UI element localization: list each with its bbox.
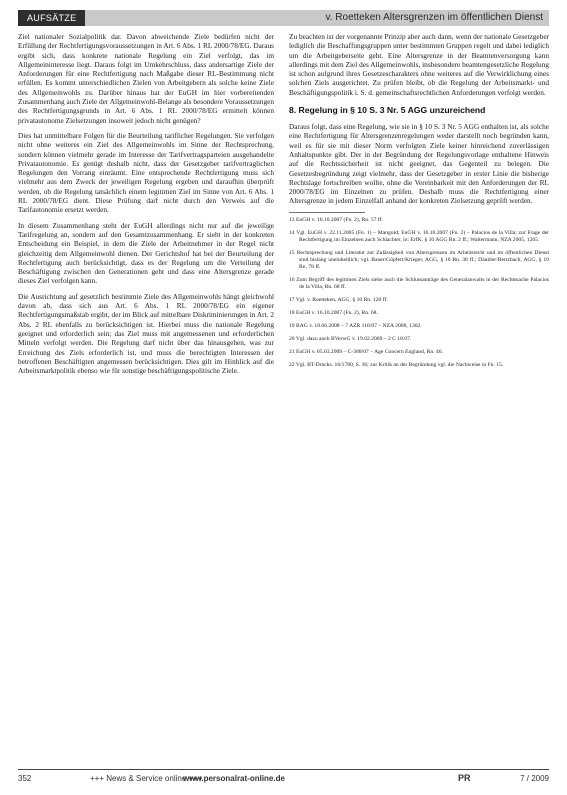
paragraph: Ziel nationaler Sozialpolitik dar. Davon abweichende Ziele bedürfen nicht der Erfüllung der Rechtfertigungsvoraussetzungen in Art. 6 Abs. 1 RL 2000/78/EG. Daraus ergibt sich, dass konkrete nationale Regelung ein Ziel verfolgt, das im Allgemeininteresse liegt. Daraus folgt im Umkehrschluss, dass andersartige Ziele der Anforderungen für eine Rechtfertigung nach Maßgabe dieser RL-Bestimmung nicht erfüllen. Es kommt unterschiedlichen Zielen von Arbeitgebern als solche keine Ziele des Allgemeinwohls zu. Darüber hinaus hat der EuGH im hier vorbereitenden Zusammenhang auch Ziele der Allgemeinwohl-Belange als besondere Voraussetzungen des Rechtfertigungsgrunds in Art. 6 Abs. 1 RL 2000/78/EG ermittelt können privatautonome Zielsetzungen insoweit jedoch nicht genügen?	[18, 32, 274, 125]
website-link[interactable]: www.personalrat-online.de	[183, 774, 285, 783]
issue-number: 7 / 2009	[520, 774, 549, 783]
footnote: 21 EuGH v. 05.03.2009 – C-388/07 – Age Concern England, Rn. 46.	[289, 348, 443, 355]
page-footer	[18, 769, 549, 786]
section-heading: 8. Regelung in § 10 S. 3 Nr. 5 AGG unzureichend	[289, 105, 486, 116]
footnote: 17 Vgl. v. Roetteken, AGG, § 10 Rn. 120 ff.	[289, 296, 388, 303]
footnotes	[289, 217, 549, 369]
footnote: 16 Zum Begriff des legitimen Ziels siehe auch die Schlussanträge des Generalanwalts in der Rechtssache Palacios de la Villa, Rn. 68 ff.	[289, 276, 549, 290]
footnote-divider	[289, 212, 365, 213]
publisher-logo: PR	[458, 773, 471, 783]
footnote: 22 Vgl. BT-Drucks. 16/1780, S. 36; zur Kritik an der Begründung vgl. die Nachweise in Fn. 15.	[289, 361, 504, 368]
paragraph: In diesem Zusammenhang steht der EuGH allerdings nicht nur auf die jeweilige Tarifregelung an, sondern auf den Gesamtzusammenhang. Er sieht in der konkreten Entscheidung ein Beispiel, in dem die Ziele der Arbeitnehmer in der Regel nicht gleichzeitig dem Allgemeinwohl dienen. Der Gerichtshof hat bei der Beurteilung der Rechtfertigung auch berücksichtigt, dass es der Regelung um die Verteilung der Beschäftigung zwischen den Generationen geht und dass eine Altersgrenze gerade dieses Ziel verfolgen kann.	[18, 220, 274, 286]
footnote: 14 Vgl. EuGH v. 22.11.2005 (Fn. 1) – Mangold; EuGH v. 16.10.2007 (Fn. 2) – Palacios de la Villa; zur Frage der Rechtfertigung im Einzelnen auch Schlachter, in: ErfK, § 10 AGG Rn. 2 ff.; Waltermann, NZA 2005, 1265.	[289, 229, 549, 243]
running-title: v. Roetteken Altersgrenzen im öffentlichen Dienst	[325, 12, 543, 23]
footer-slogan: +++ News & Service online +++	[90, 774, 203, 783]
paragraph: Daraus folgt, dass eine Regelung, wie sie in § 10 S. 3 Nr. 5 AGG enthalten ist, als solche eine Rechtfertigung für Altersgrenzenregelungen weder darstellt noch begründen kann, weil es für sie mit dieser Norm verfolgten Ziele keiner hinreichend zuverlässigen Anhaltspunkte gibt. Der in der Begründung der Regelungsvorlage enthaltene Hinweis auf die Rechtssicherheit ist nicht geeignet, das Gegenteil zu belegen. Die Gesetzesbegründung zeigt vielmehr, dass der Gesetzgeber in erster Linie die bisherige Rechtslage fortschreiben wollte, ohne die Vereinbarkeit mit den Anforderungen der RL 2000/78/EG im Einzelnen zu prüfen. Deshalb muss die Rechtfertigung einer Altersgrenze in jedem Einzelfall anhand der konkreten Zielsetzung geprüft werden.	[289, 122, 549, 206]
footnote: 20 Vgl. dazu auch BVerwG v. 19.02.2009 – 2 C 18.07.	[289, 335, 412, 342]
paragraph: Zu beachten ist der vorgenannte Prinzip aber auch dann, wenn der nationale Gesetzgeber lediglich die Beschaffungsgruppen unter bestimmten Gruppen regelt und dabei lediglich um die Arbeitgeberseite geht. Eine Altersgrenze in der Beamtenversorgung kann allerdings mit dem Ziel des Allgemeinwohls, insbesondere beamtengesetzliche Regelung ist schon aufgrund ihres Gesetzescharakters ohne weiteres auf die Verwirklichung eines solchen Ziels ausgerichtet. Zu prüfen bleibt, ob die Regelung der Arbeitsmarkt- und Beschäftigungspolitik i. S. d. gemeinschaftsrechtlichen Anforderungen verfolgt werden.	[289, 32, 549, 97]
section-tab: AUFSÄTZE	[18, 10, 85, 26]
footnote: 18 EuGH v. 16.10.2007 (Fn. 2), Rn. 68.	[289, 309, 378, 316]
page-header	[18, 10, 549, 26]
left-column	[18, 32, 274, 760]
paragraph: Die Ausrichtung auf gesetzlich bestimmte Ziele des Allgemeinwohls hängt gleichwohl davon ab, dass sich aus Art. 6 Abs. 1 RL 2000/78/EG ein eigener Rechtfertigungsmaßstab ergibt, der im Blick auf mittelbare Diskriminierungen in Art. 2 Abs. 2 RL ebenfalls zu berücksichtigen ist. Hierbei muss die nationale Regelung geeignet und erforderlich sein; das Ziel muss mit angemessenen und erforderlichen Mitteln verfolgt werden. Die Regelung darf nicht über das hinausgehen, was zur Erreichung des Ziels erforderlich ist, und muss die berechtigten Interessen der betroffenen Beschäftigten angemessen berücksichtigen. Dies gilt im Hinblick auf die Arbeitsmarktpolitik ebenso wie für sonstige beschäftigungspolitische Ziele.	[18, 291, 274, 376]
page-number: 352	[18, 774, 32, 783]
footnote: 13 EuGH v. 16.10.2007 (Fn. 2), Rn. 57 ff.	[289, 216, 383, 223]
paragraph: Dies hat unmittelbare Folgen für die Beurteilung tariflicher Regelungen. Sie verfolgen nicht ohne weiteres ein Ziel des Allgemeinwohls im Sinne der Rechtsprechung, sondern können vielmehr gerade im Interesse der Tarifvertragsparteien ausgehandelte Privatautonomie. Es genügt deshalb nicht, dass der Gesetzgeber tarifvertraglichen Regelungen den Vorrang einräumt. Eine entsprechende Rechtfertigung muss sich vielmehr aus dem Zweck der jeweiligen Regelung ergeben und daraufhin überprüft werden, ob die Regelung tatsächlich einem legitimen Ziel im Sinne von Art. 6 Abs. 1 RL 2000/78/EG dient. Diese Prüfung darf nicht durch den Verweis auf die Tarifautonomie ersetzt werden.	[18, 130, 274, 215]
footnote: 19 BAG v. 18.06.2008 – 7 AZR 116/07 – NZA 2008, 1302.	[289, 322, 422, 329]
footnote: 15 Rechtsprechung und Literatur zur Zulässigkeit von Altersgrenzen im Arbeitsrecht und im öffentlichen Dienst sind bislang uneinheitlich; vgl. Bauer/Göpfert/Krieger, AGG, § 10 Rn. 38 ff.; Däubler/Bertzbach, AGG, § 10 Rn. 78 ff.	[289, 249, 549, 270]
right-column	[289, 32, 549, 760]
